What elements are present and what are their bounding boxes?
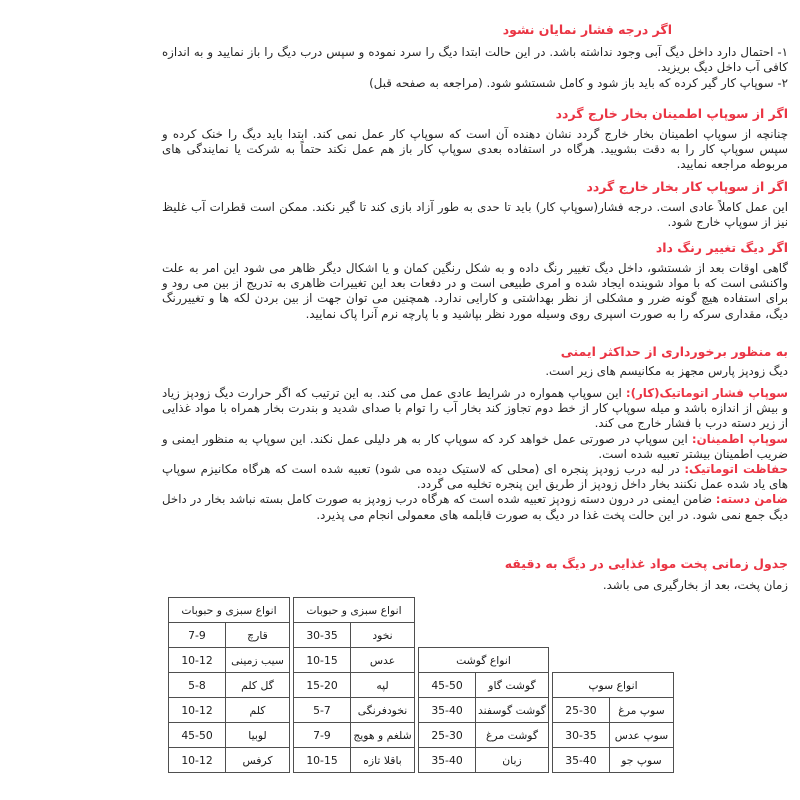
food-name-cell: لوبیا (226, 723, 290, 748)
section-heading-maximum-safety: به منظور برخورداری از حداکثر ایمنی (560, 344, 788, 359)
food-name-cell: باقلا تازه (351, 748, 415, 773)
mechanism-text: ضامن ایمنی در درون دسته زودپز تعبیه شده است که هرگاه درب زودپز به صورت کامل بسته نباشد بخار در داخل دیگ جمع نمی شود. در این حالت پخت غذا در دیگ به صورت قابلمه های معمولی انجام می پذیرد. (162, 492, 788, 522)
table-row (419, 723, 549, 748)
food-name-cell: کرفس (226, 748, 290, 773)
table-row (552, 698, 673, 723)
table-header-row (169, 598, 290, 623)
cook-time-cell: 10-12 (169, 748, 226, 773)
table-row (169, 698, 290, 723)
cook-time-cell: 45-50 (169, 723, 226, 748)
veg-legumes-table-1 (168, 597, 290, 773)
cook-time-cell: 10-15 (294, 648, 351, 673)
table-row (294, 673, 415, 698)
table-row (552, 723, 673, 748)
cook-time-cell: 5-8 (169, 673, 226, 698)
table-row (419, 698, 549, 723)
table-row (294, 698, 415, 723)
food-name-cell: نخودفرنگی (351, 698, 415, 723)
food-name-cell: سوپ جو (609, 748, 673, 773)
cook-time-cell: 30-35 (552, 723, 609, 748)
table-row (169, 673, 290, 698)
table-header-cell: انواع سبزی و حبوبات (294, 598, 415, 623)
table-row (552, 748, 673, 773)
mechanism-item-auto-protection (162, 462, 788, 492)
food-name-cell: گوشت گوسفند (476, 698, 549, 723)
mechanism-label: حفاظت اتوماتیک: (684, 462, 788, 477)
section-heading-pot-discoloration: اگر دیگ تغییر رنگ داد (655, 240, 788, 255)
soup-table (552, 672, 674, 773)
table-header-row (419, 648, 549, 673)
food-name-cell: گوشت مرغ (476, 723, 549, 748)
mechanism-item-safety-valve (162, 432, 788, 462)
table-row (294, 748, 415, 773)
mechanism-label: سوپاپ اطمینان: (691, 431, 788, 446)
cook-time-cell: 30-35 (294, 623, 351, 648)
cook-time-cell: 5-7 (294, 698, 351, 723)
table-row (169, 748, 290, 773)
food-name-cell: عدس (351, 648, 415, 673)
paragraph-pressure-gauge-item-2: ۲- سوپاپ کار گیر کرده که باید باز شود و کامل شستشو شود. (مراجعه به صفحه قبل) (369, 76, 788, 90)
food-name-cell: گوشت گاو (476, 673, 549, 698)
table-row (419, 748, 549, 773)
safety-mechanisms-list (162, 386, 788, 523)
cook-time-cell: 10-12 (169, 648, 226, 673)
paragraph-cooking-time-note: زمان پخت، بعد از بخارگیری می باشد. (602, 578, 788, 592)
table-header-cell: انواع سوپ (552, 673, 673, 698)
mechanism-label: ضامن دسته: (715, 492, 788, 507)
table-header-cell: انواع سبزی و حبوبات (169, 598, 290, 623)
cook-time-cell: 10-12 (169, 698, 226, 723)
cook-time-cell: 25-30 (552, 698, 609, 723)
table-row (294, 648, 415, 673)
mechanism-text: در لبه درب زودپز پنجره ای (محلی که لاستیک دیده می شود) تعبیه شده است که هرگاه مکانیزم سوپاپ های یاد شده عمل نکنند بخار داخل زودپز از طریق این پنجره تخلیه می گردد. (162, 462, 788, 492)
food-name-cell: سوپ عدس (609, 723, 673, 748)
paragraph-pressure-gauge-item-1: ۱- احتمال دارد داخل دیگ آبی وجود نداشته باشد. در این حالت ابتدا دیگ را سرد نموده و سپس درب دیگ را باز نمایید و به اندازه کافی آب داخل دیگ بریزید. (162, 45, 788, 75)
meat-table (418, 647, 549, 773)
food-name-cell: نخود (351, 623, 415, 648)
cook-time-cell: 7-9 (169, 623, 226, 648)
section-heading-pressure-gauge-not-visible: اگر درجه فشار نمایان نشود (502, 22, 672, 37)
mechanism-item-handle-latch (162, 492, 788, 522)
food-name-cell: شلغم و هویج (351, 723, 415, 748)
cook-time-cell: 25-30 (419, 723, 476, 748)
paragraph-safety-valve-steam: چنانچه از سوپاپ اطمینان بخار خارج گردد نشان دهنده آن است که سوپاپ کار عمل نمی کند. ابتدا باید دیگ را خنک کرده و سپس سوپاپ کار را به دقت بشویید. هرگاه در استفاده بعدی سوپاپ کار باز هم عمل نکند حتماً به شرکت یا نمایندگی های مربوطه مراجعه نمایید. (162, 127, 788, 172)
cook-time-cell: 10-15 (294, 748, 351, 773)
table-row (169, 648, 290, 673)
table-row (419, 673, 549, 698)
table-row (169, 723, 290, 748)
cook-time-cell: 45-50 (419, 673, 476, 698)
veg-legumes-table-2 (293, 597, 415, 773)
paragraph-working-valve-steam: این عمل کاملاً عادی است. درجه فشار(سوپاپ کار) باید تا حدی به طور آزاد بازی کند تا گیر نکند. ممکن است قطرات آب غلیظ نیز از سوپاپ خارج شود. (162, 200, 788, 230)
mechanism-label: سوپاپ فشار اتوماتیک(کار): (625, 386, 788, 400)
mechanism-item-auto-pressure-valve (162, 386, 788, 432)
table-header-row (552, 673, 673, 698)
table-row (294, 723, 415, 748)
table-header-row (294, 598, 415, 623)
cook-time-cell: 15-20 (294, 673, 351, 698)
mechanism-text: این سوپاپ در صورتی عمل خواهد کرد که سوپاپ کار به هر دلیلی عمل نکند. این سوپاپ به منظور ایمنی و ضریب اطمینان بیشتر تعبیه شده است. (162, 431, 788, 461)
food-name-cell: سوپ مرغ (609, 698, 673, 723)
food-name-cell: کلم (226, 698, 290, 723)
cooking-tables (168, 598, 674, 773)
food-name-cell: لپه (351, 673, 415, 698)
food-name-cell: سیب زمینی (226, 648, 290, 673)
cook-time-cell: 35-40 (419, 748, 476, 773)
table-row (169, 623, 290, 648)
cook-time-cell: 35-40 (419, 698, 476, 723)
cook-time-cell: 35-40 (552, 748, 609, 773)
mechanism-text: این سوپاپ همواره در شرایط عادی عمل می کند. به این ترتیب که اگر حرارت دیگ زودپز زیاد و بیش از اندازه باشد و میله سوپاپ کار از خط دوم تجاوز کند بخار آب را توام با صدای شدید و بندرت بخار همراه با مواد غذایی از زیر دسته درب با فشار خارج می کند. (162, 386, 788, 431)
food-name-cell: زبان (476, 748, 549, 773)
table-row (294, 623, 415, 648)
food-name-cell: قارچ (226, 623, 290, 648)
paragraph-safety-intro: دیگ زودپز پارس مجهز به مکانیسم های زیر است. (545, 364, 788, 378)
section-heading-safety-valve-steam: اگر از سوپاپ اطمینان بخار خارج گردد (555, 106, 788, 121)
table-header-cell: انواع گوشت (419, 648, 549, 673)
section-heading-cooking-time-table: جدول زمانی پخت مواد غذایی در دیگ به دقیقه (504, 556, 788, 571)
food-name-cell: گل کلم (226, 673, 290, 698)
paragraph-pot-discoloration: گاهی اوقات بعد از شستشو، داخل دیگ تغییر رنگ داده و به شکل رنگین کمان و یا اشکال دیگر ظاهر می شود این امر به علت واکنشی است که با مواد شوینده ایجاد شده و امری طبیعی است و در دفعات بعد این تغییرات ظاهری به تدریج از بین می رود و برای استفاده هیچ گونه ضرر و مشکلی از نظر بهداشتی و کارایی ندارد. همچنین می توان جهت از بین بردن لکه ها و تغییررنگ دیگ، مقداری سرکه را به صورت اسپری روی وسیله مورد نظر بپاشید و با پارچه نرم آنرا پاک نمایید. (162, 261, 788, 321)
cook-time-cell: 7-9 (294, 723, 351, 748)
section-heading-working-valve-steam: اگر از سوپاپ کار بخار خارج گردد (586, 179, 788, 194)
